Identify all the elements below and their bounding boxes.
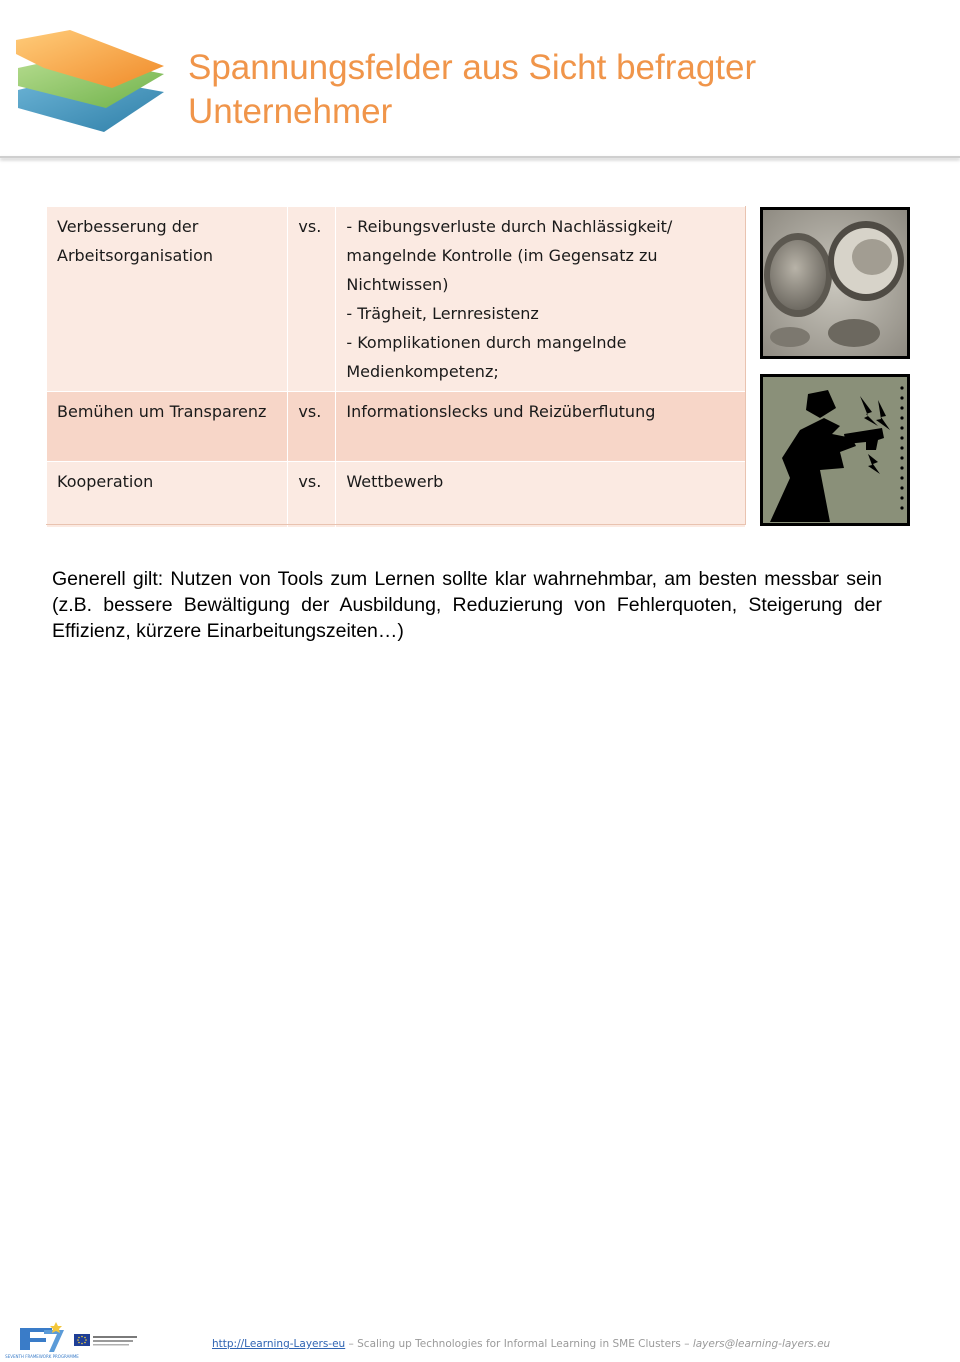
footer-email: layers@learning-layers.eu: [692, 1338, 831, 1350]
footer-tagline: – Scaling up Technologies for Informal Learning in SME Clusters –: [345, 1338, 693, 1350]
table-cell-left: Bemühen um Transparenz: [47, 392, 288, 462]
table-cell-vs: vs.: [288, 207, 336, 392]
table-cell-left: Kooperation: [47, 462, 288, 528]
summary-text: Generell gilt: Nutzen von Tools zum Lernen sollte klar wahrnehmbar, am besten messbar sein (z.B. bessere Bewältigung der Ausbildung, Reduzierung von Fehlerquoten, Steigerung der Effizienz, kürzere Einarbeitungszeiten…): [52, 568, 882, 642]
tension-table: [47, 207, 746, 528]
table-row: [47, 207, 746, 392]
table-cell-right: Informationslecks und Reizüberflutung: [336, 392, 746, 462]
table-cell-vs: vs.: [288, 392, 336, 462]
project-website-link[interactable]: http://Learning-Layers-eu: [212, 1338, 346, 1350]
worker-drill-illustration: [760, 374, 910, 526]
fp7-caption: SEVENTH FRAMEWORK PROGRAMME: [5, 1354, 79, 1359]
tension-line: - Reibungsverluste durch Nachlässigkeit/ mangelnde Kontrolle (im Gegensatz zu Nichtwissen): [346, 217, 673, 294]
table-cell-left: Verbesserung der Arbeitsorganisation: [47, 207, 288, 392]
header-divider: [0, 156, 960, 158]
table-row: [47, 462, 746, 528]
layers-logo-icon: [14, 28, 166, 136]
eu-flag-logo-icon: [72, 1324, 142, 1354]
table-row: [47, 392, 746, 462]
fp7-logo-icon: [5, 1320, 79, 1362]
slide-header: [0, 0, 960, 158]
table-cell-vs: vs.: [288, 462, 336, 528]
table-cell-right: Wettbewerb: [336, 462, 746, 528]
footer-text: [212, 1338, 830, 1350]
slide-title: Spannungsfelder aus Sicht befragter Unternehmer: [188, 48, 757, 131]
tension-line: - Komplikationen durch mangelnde Medienkompetenz;: [346, 333, 627, 381]
buckets-photo: [760, 207, 910, 359]
table-cell-right: [336, 207, 746, 392]
slide-footer: [0, 656, 960, 1359]
tension-line: - Trägheit, Lernresistenz: [346, 304, 539, 323]
